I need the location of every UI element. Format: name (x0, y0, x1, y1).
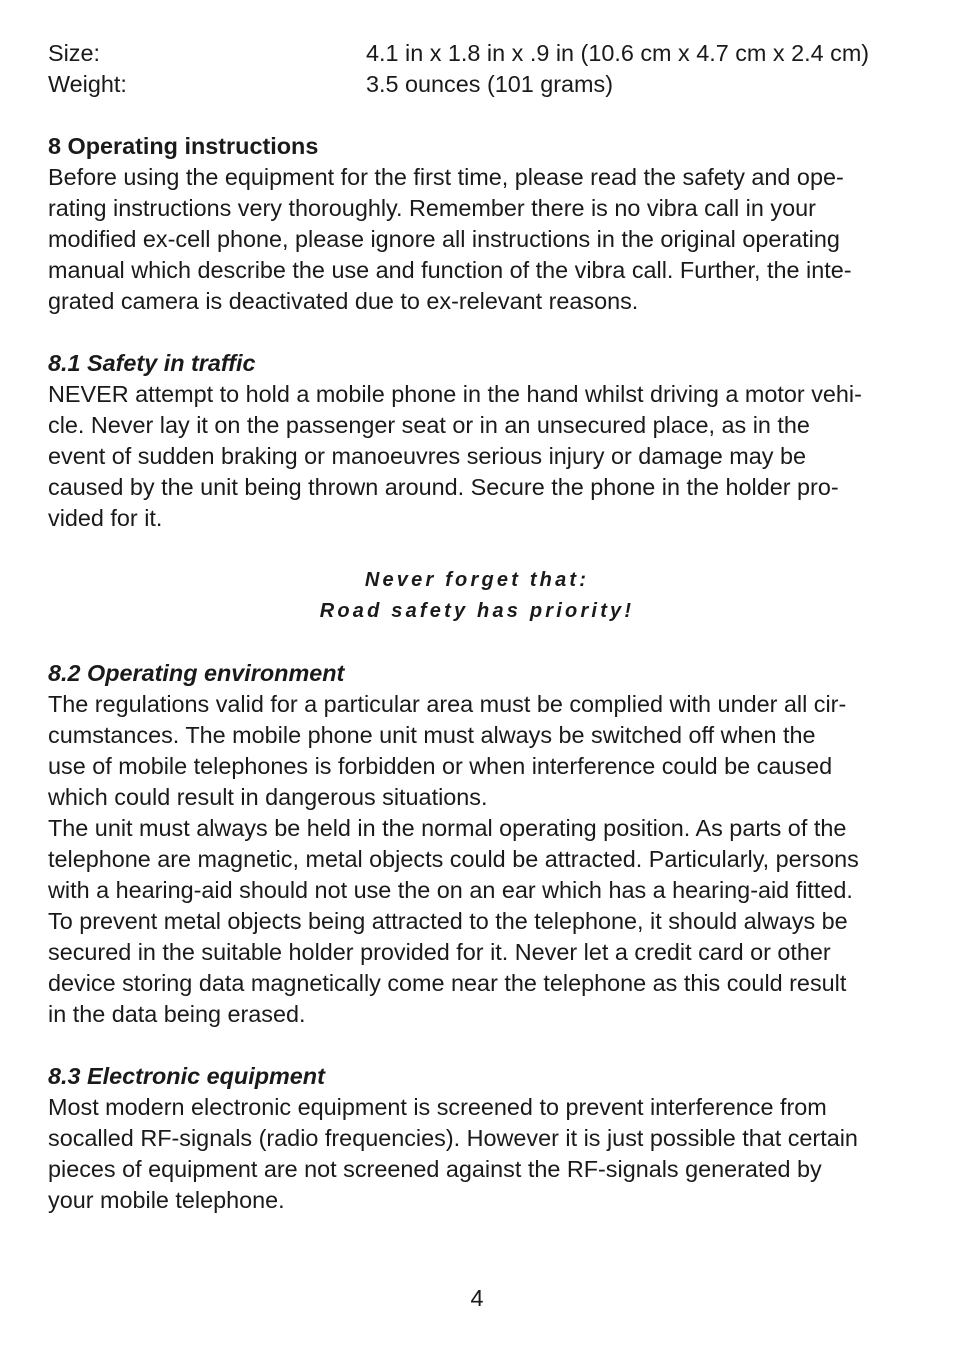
body-line: caused by the unit being thrown around. Secure the phone in the holder pro- (48, 474, 839, 500)
body-line: The regulations valid for a particular area must be complied with under all cir- (48, 691, 847, 717)
section-title-safety-in-traffic: 8.1 Safety in traffic (48, 350, 256, 376)
body-line: in the data being erased. (48, 1001, 306, 1027)
body-line: cumstances. The mobile phone unit must always be switched off when the (48, 722, 816, 748)
body-line: event of sudden braking or manoeuvres serious injury or damage may be (48, 443, 807, 469)
body-line: rating instructions very thoroughly. Remember there is no vibra call in your (48, 195, 816, 221)
body-line: NEVER attempt to hold a mobile phone in the hand whilst driving a motor vehi- (48, 381, 862, 407)
spec-value: 4.1 in x 1.8 in x .9 in (10.6 cm x 4.7 cm x 2.4 cm) (366, 40, 870, 66)
section-body-operating-instructions (48, 162, 906, 317)
page-number: 4 (470, 1285, 484, 1311)
spec-label: Weight: (48, 71, 127, 97)
body-line: manual which describe the use and function of the vibra call. Further, the inte- (48, 257, 852, 283)
section-body-electronic-equipment (48, 1092, 906, 1216)
body-line: socalled RF-signals (radio frequencies). However it is just possible that certain (48, 1125, 858, 1151)
spacer (48, 627, 906, 658)
spec-value: 3.5 ounces (101 grams) (366, 71, 614, 97)
spec-row-size (48, 38, 906, 69)
body-line: modified ex-cell phone, please ignore all instructions in the original operating (48, 226, 840, 252)
spacer (48, 534, 906, 565)
spec-label: Size: (48, 40, 101, 66)
spacer (48, 100, 906, 131)
body-line: with a hearing-aid should not use the on an ear which has a hearing-aid fitted. (48, 877, 853, 903)
spacer (48, 1030, 906, 1061)
manual-page (48, 38, 906, 1216)
body-line: your mobile telephone. (48, 1187, 285, 1213)
callout-line: Never forget that: (364, 569, 590, 591)
body-line: The unit must always be held in the normal operating position. As parts of the (48, 815, 847, 841)
section-title-electronic-equipment: 8.3 Electronic equipment (48, 1063, 325, 1089)
spec-row-weight (48, 69, 906, 100)
spacer (48, 317, 906, 348)
body-line: pieces of equipment are not screened against the RF-signals generated by (48, 1156, 822, 1182)
section-title-operating-instructions: 8 Operating instructions (48, 133, 319, 159)
callout-line: Road safety has priority! (319, 600, 635, 622)
body-line: grated camera is deactivated due to ex-relevant reasons. (48, 288, 639, 314)
section-body-safety-in-traffic (48, 379, 906, 534)
body-line: vided for it. (48, 505, 163, 531)
body-line: which could result in dangerous situations. (48, 784, 488, 810)
road-safety-callout (48, 565, 906, 627)
section-body-operating-environment (48, 689, 906, 1030)
section-title-operating-environment: 8.2 Operating environment (48, 660, 345, 686)
body-line: Most modern electronic equipment is screened to prevent interference from (48, 1094, 827, 1120)
body-line: telephone are magnetic, metal objects could be attracted. Particularly, persons (48, 846, 859, 872)
body-line: cle. Never lay it on the passenger seat or in an unsecured place, as in the (48, 412, 810, 438)
body-line: use of mobile telephones is forbidden or when interference could be caused (48, 753, 833, 779)
body-line: Before using the equipment for the first time, please read the safety and ope- (48, 164, 844, 190)
body-line: device storing data magnetically come near the telephone as this could result (48, 970, 847, 996)
body-line: To prevent metal objects being attracted to the telephone, it should always be (48, 908, 848, 934)
body-line: secured in the suitable holder provided for it. Never let a credit card or other (48, 939, 831, 965)
